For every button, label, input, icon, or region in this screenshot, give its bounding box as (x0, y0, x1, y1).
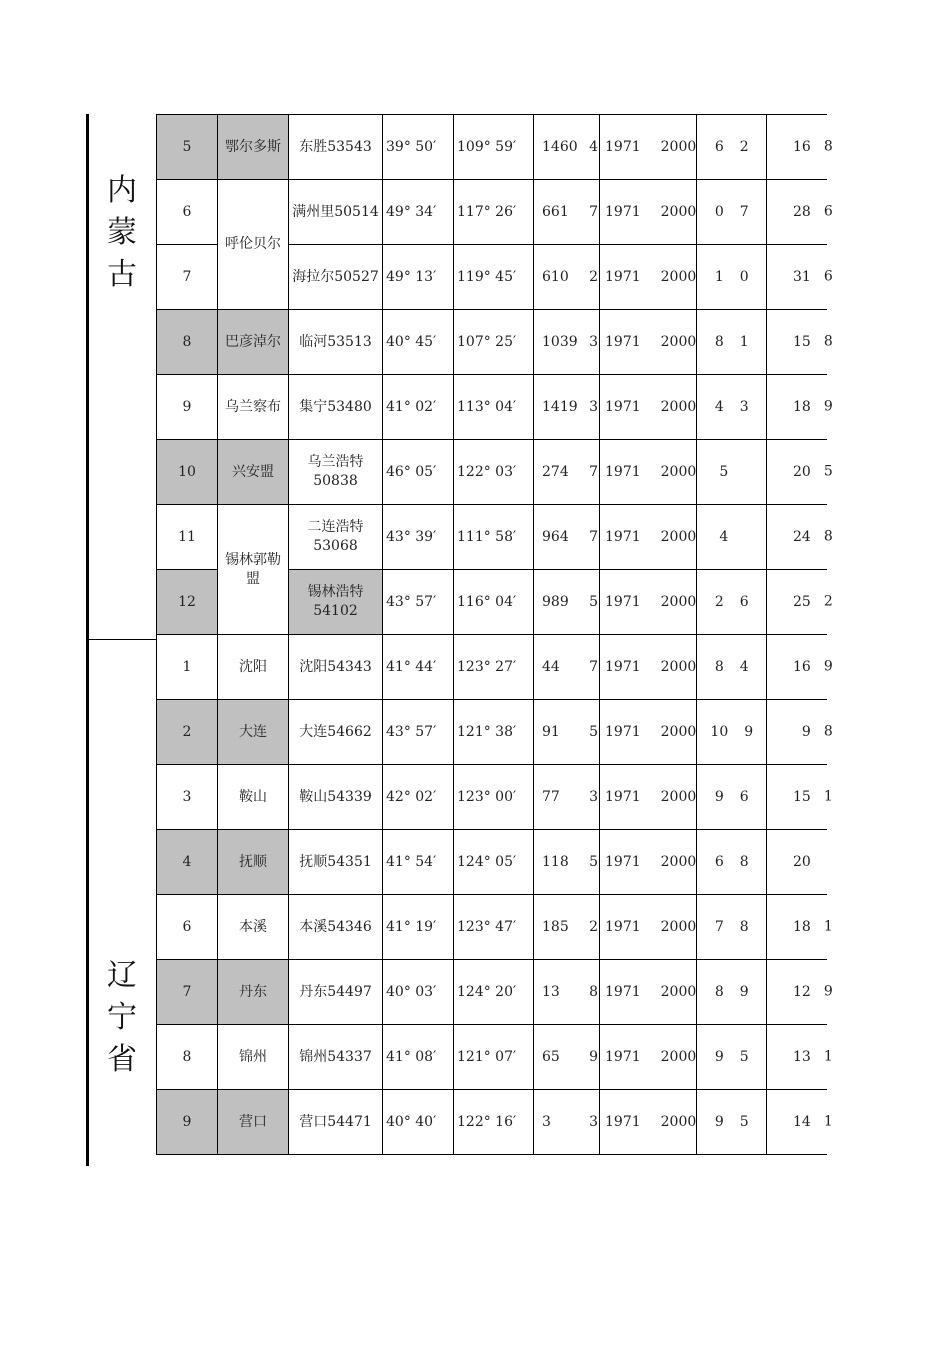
period-year: 2000 (660, 593, 697, 610)
value-cell (767, 765, 833, 830)
station-cell: 丹东54497 (289, 960, 383, 1025)
province-label-inner-mongolia (90, 170, 154, 296)
period-year: 2000 (660, 333, 697, 350)
elevation-part: 5 (589, 723, 598, 740)
region-cell: 抚顺 (218, 830, 289, 895)
table-row (157, 180, 827, 245)
table-row (157, 765, 827, 830)
region-cell: 兴安盟 (218, 440, 289, 505)
table-row (157, 635, 827, 700)
station-cell: 满州里50514 (289, 180, 383, 245)
elevation-part: 989 (542, 593, 569, 610)
elevation-cell (534, 115, 600, 180)
elevation-part: 65 (542, 1048, 560, 1065)
station-cell (289, 570, 383, 635)
elevation-part: 118 (542, 853, 569, 870)
value-part: 7 (714, 918, 724, 935)
value-main: 20 (792, 463, 811, 480)
value-cell (767, 635, 833, 700)
latitude-cell: 41° 08′ (383, 1025, 454, 1090)
region-cell: 鄂尔多斯 (218, 115, 289, 180)
elevation-part: 3 (589, 788, 598, 805)
value-part: 1 (739, 333, 749, 350)
region-cell: 巴彦淖尔 (218, 310, 289, 375)
elevation-part: 77 (542, 788, 560, 805)
elevation-part: 661 (542, 203, 569, 220)
row-number: 9 (157, 375, 218, 440)
value-part: 3 (739, 398, 749, 415)
elevation-part: 3 (589, 1113, 598, 1130)
value-part: 5 (719, 463, 729, 480)
latitude-cell: 40° 45′ (383, 310, 454, 375)
period-year: 2000 (660, 918, 697, 935)
value-cell (767, 1025, 833, 1090)
elevation-cell (534, 570, 600, 635)
period-year: 2000 (660, 983, 697, 1000)
period-year: 1971 (605, 203, 641, 220)
value-pair-cell (697, 440, 767, 505)
elevation-part: 1039 (542, 333, 578, 350)
row-number: 7 (157, 960, 218, 1025)
elevation-part: 1419 (542, 398, 578, 415)
clipped-value: 1 (823, 918, 833, 935)
longitude-cell: 117° 26′ (454, 180, 534, 245)
value-part: 1 (714, 268, 724, 285)
value-cell (767, 960, 833, 1025)
table-row (157, 310, 827, 375)
value-part: 4 (714, 398, 724, 415)
longitude-cell: 107° 25′ (454, 310, 534, 375)
table-row (157, 505, 827, 570)
period-cell (600, 700, 697, 765)
period-year: 2000 (660, 138, 697, 155)
period-year: 1971 (605, 1048, 641, 1065)
elevation-cell (534, 895, 600, 960)
left-border (86, 114, 89, 1166)
region-cell: 乌兰察布 (218, 375, 289, 440)
row-number: 2 (157, 700, 218, 765)
table-row (157, 375, 827, 440)
longitude-cell: 111° 58′ (454, 505, 534, 570)
value-main: 18 (792, 398, 811, 415)
value-pair-cell (697, 635, 767, 700)
value-pair-cell (697, 375, 767, 440)
elevation-part: 5 (589, 593, 598, 610)
period-year: 1971 (605, 918, 641, 935)
elevation-part: 91 (542, 723, 560, 740)
latitude-cell: 41° 19′ (383, 895, 454, 960)
value-pair-cell (697, 310, 767, 375)
region-cell: 锦州 (218, 1025, 289, 1090)
value-part: 9 (714, 1048, 724, 1065)
period-year: 1971 (605, 658, 641, 675)
period-year: 1971 (605, 853, 641, 870)
station-cell: 营口54471 (289, 1090, 383, 1155)
value-part: 9 (739, 983, 749, 1000)
clipped-value: 9 (823, 658, 833, 675)
elevation-part: 2 (589, 268, 598, 285)
elevation-part: 9 (589, 1048, 598, 1065)
value-part: 4 (719, 528, 729, 545)
elevation-cell (534, 440, 600, 505)
elevation-part: 7 (589, 528, 598, 545)
period-year: 2000 (660, 658, 697, 675)
station-cell (289, 440, 383, 505)
value-main: 15 (792, 333, 811, 350)
value-pair-cell (697, 570, 767, 635)
region-cell: 大连 (218, 700, 289, 765)
period-cell (600, 895, 697, 960)
period-cell (600, 1090, 697, 1155)
station-cell: 临河53513 (289, 310, 383, 375)
elevation-part: 7 (589, 203, 598, 220)
value-main: 16 (792, 658, 811, 675)
value-pair-cell (697, 180, 767, 245)
period-year: 1971 (605, 463, 641, 480)
period-cell (600, 830, 697, 895)
station-cell (289, 505, 383, 570)
table-row (157, 115, 827, 180)
row-number: 12 (157, 570, 218, 635)
elevation-part: 3 (542, 1113, 551, 1130)
value-part: 4 (739, 658, 749, 675)
latitude-cell: 40° 03′ (383, 960, 454, 1025)
latitude-cell: 41° 02′ (383, 375, 454, 440)
region-cell: 营口 (218, 1090, 289, 1155)
elevation-cell (534, 310, 600, 375)
longitude-cell: 123° 47′ (454, 895, 534, 960)
clipped-value: 8 (823, 528, 833, 545)
province-char: 宁 (107, 1000, 137, 1035)
station-cell: 集宁53480 (289, 375, 383, 440)
clipped-value: 8 (823, 333, 833, 350)
period-year: 2000 (660, 723, 697, 740)
elevation-cell (534, 635, 600, 700)
value-cell (767, 115, 833, 180)
station-cell: 锦州54337 (289, 1025, 383, 1090)
value-pair-cell (697, 830, 767, 895)
station-cell: 鞍山54339 (289, 765, 383, 830)
value-part: 2 (739, 138, 749, 155)
elevation-cell (534, 245, 600, 310)
longitude-cell: 123° 00′ (454, 765, 534, 830)
longitude-cell: 121° 07′ (454, 1025, 534, 1090)
elevation-cell (534, 765, 600, 830)
longitude-cell: 121° 38′ (454, 700, 534, 765)
period-year: 2000 (660, 1048, 697, 1065)
value-main: 25 (792, 593, 811, 610)
value-cell (767, 830, 827, 895)
value-part: 0 (739, 268, 749, 285)
row-number: 1 (157, 635, 218, 700)
row-number: 7 (157, 245, 218, 310)
value-pair-cell (697, 115, 767, 180)
clipped-value: 6 (823, 268, 833, 285)
table-row (157, 1025, 827, 1090)
table-row (157, 700, 827, 765)
longitude-cell: 123° 27′ (454, 635, 534, 700)
value-cell (767, 895, 833, 960)
value-main: 16 (792, 138, 811, 155)
elevation-part: 1460 (542, 138, 578, 155)
longitude-cell: 124° 05′ (454, 830, 534, 895)
elevation-part: 3 (589, 333, 598, 350)
elevation-part: 274 (542, 463, 569, 480)
clipped-value: 8 (823, 138, 833, 155)
elevation-cell (534, 1090, 600, 1155)
period-year: 2000 (660, 268, 697, 285)
value-cell (767, 505, 833, 570)
clipped-value: 1 (823, 1113, 833, 1130)
clipped-value: 1 (823, 1048, 833, 1065)
region-cell: 呼伦贝尔 (218, 180, 289, 310)
elevation-part: 8 (589, 983, 598, 1000)
station-name: 乌兰浩特 (307, 454, 364, 470)
longitude-cell: 124° 20′ (454, 960, 534, 1025)
period-cell (600, 1025, 697, 1090)
period-year: 2000 (660, 1113, 697, 1130)
value-part: 6 (739, 788, 749, 805)
station-cell: 本溪54346 (289, 895, 383, 960)
station-name: 锡林浩特 (307, 584, 364, 600)
station-id: 53068 (313, 538, 358, 554)
period-year: 1971 (605, 138, 641, 155)
latitude-cell: 43° 57′ (383, 700, 454, 765)
row-number: 6 (157, 895, 218, 960)
period-cell (600, 505, 697, 570)
clipped-value: 1 (823, 788, 833, 805)
latitude-cell: 42° 02′ (383, 765, 454, 830)
latitude-cell: 41° 54′ (383, 830, 454, 895)
value-cell (767, 1090, 833, 1155)
period-year: 2000 (660, 853, 697, 870)
value-main: 15 (792, 788, 811, 805)
period-year: 1971 (605, 268, 641, 285)
value-part: 6 (714, 138, 724, 155)
value-part: 8 (739, 918, 749, 935)
period-year: 2000 (660, 203, 697, 220)
period-cell (600, 115, 697, 180)
table-row (157, 440, 827, 505)
elevation-cell (534, 700, 600, 765)
value-part: 8 (739, 853, 749, 870)
latitude-cell: 43° 39′ (383, 505, 454, 570)
station-name: 二连浩特 (307, 519, 364, 535)
period-year: 1971 (605, 1113, 641, 1130)
value-cell (767, 570, 833, 635)
clipped-value: 9 (823, 398, 833, 415)
longitude-cell: 122° 03′ (454, 440, 534, 505)
value-pair-cell (697, 245, 767, 310)
elevation-cell (534, 505, 600, 570)
latitude-cell: 46° 05′ (383, 440, 454, 505)
longitude-cell: 122° 16′ (454, 1090, 534, 1155)
elevation-part: 44 (542, 658, 560, 675)
table-row (157, 895, 827, 960)
value-part: 8 (714, 658, 724, 675)
row-number: 3 (157, 765, 218, 830)
period-cell (600, 440, 697, 505)
elevation-part: 5 (589, 853, 598, 870)
period-year: 2000 (660, 528, 697, 545)
latitude-cell: 39° 50′ (383, 115, 454, 180)
elevation-cell (534, 180, 600, 245)
clipped-value: 5 (823, 463, 833, 480)
period-year: 1971 (605, 398, 641, 415)
value-main: 20 (792, 853, 811, 870)
station-cell: 大连54662 (289, 700, 383, 765)
elevation-part: 7 (589, 463, 598, 480)
value-part: 10 (710, 723, 729, 740)
period-year: 1971 (605, 983, 641, 1000)
region-cell: 本溪 (218, 895, 289, 960)
value-pair-cell (697, 765, 767, 830)
value-main: 13 (792, 1048, 811, 1065)
value-part: 8 (714, 333, 724, 350)
latitude-cell: 40° 40′ (383, 1090, 454, 1155)
station-cell: 海拉尔50527 (289, 245, 383, 310)
period-cell (600, 375, 697, 440)
latitude-cell: 41° 44′ (383, 635, 454, 700)
value-cell (767, 180, 833, 245)
elevation-part: 7 (589, 658, 598, 675)
longitude-cell: 116° 04′ (454, 570, 534, 635)
period-year: 1971 (605, 528, 641, 545)
latitude-cell: 49° 13′ (383, 245, 454, 310)
region-cell: 锡林郭勒盟 (218, 505, 289, 635)
elevation-part: 610 (542, 268, 569, 285)
value-part: 2 (714, 593, 724, 610)
region-cell: 沈阳 (218, 635, 289, 700)
value-cell (767, 440, 833, 505)
value-main: 9 (801, 723, 811, 740)
province-label-liaoning (90, 955, 154, 1081)
row-number: 6 (157, 180, 218, 245)
value-part: 7 (739, 203, 749, 220)
station-table (156, 114, 833, 1155)
value-part: 6 (739, 593, 749, 610)
value-main: 14 (792, 1113, 811, 1130)
value-main: 24 (792, 528, 811, 545)
row-number: 8 (157, 310, 218, 375)
station-cell: 沈阳54343 (289, 635, 383, 700)
value-part: 9 (714, 788, 724, 805)
longitude-cell: 113° 04′ (454, 375, 534, 440)
elevation-part: 13 (542, 983, 560, 1000)
province-divider (89, 639, 156, 640)
value-part: 5 (739, 1113, 749, 1130)
region-cell: 丹东 (218, 960, 289, 1025)
value-main: 12 (792, 983, 811, 1000)
period-year: 2000 (660, 463, 697, 480)
value-part: 0 (714, 203, 724, 220)
period-year: 1971 (605, 593, 641, 610)
province-char: 古 (107, 257, 137, 292)
elevation-cell (534, 830, 600, 895)
elevation-part: 185 (542, 918, 569, 935)
period-cell (600, 635, 697, 700)
period-cell (600, 570, 697, 635)
latitude-cell: 43° 57′ (383, 570, 454, 635)
value-part: 8 (714, 983, 724, 1000)
station-cell: 抚顺54351 (289, 830, 383, 895)
longitude-cell: 119° 45′ (454, 245, 534, 310)
clipped-value: 6 (823, 203, 833, 220)
value-pair-cell (697, 1025, 767, 1090)
value-pair-cell (697, 700, 767, 765)
value-part: 6 (714, 853, 724, 870)
province-char: 蒙 (107, 215, 137, 250)
row-number: 10 (157, 440, 218, 505)
clipped-value: 8 (823, 723, 833, 740)
value-pair-cell (697, 1090, 767, 1155)
period-year: 1971 (605, 788, 641, 805)
value-cell (767, 310, 833, 375)
row-number: 9 (157, 1090, 218, 1155)
station-id: 54102 (313, 603, 358, 619)
value-main: 31 (792, 268, 811, 285)
table-row (157, 960, 827, 1025)
province-char: 内 (107, 173, 137, 208)
period-cell (600, 245, 697, 310)
elevation-part: 4 (589, 138, 598, 155)
value-pair-cell (697, 505, 767, 570)
table-row (157, 1090, 827, 1155)
elevation-cell (534, 1025, 600, 1090)
period-year: 1971 (605, 333, 641, 350)
value-cell (767, 700, 833, 765)
station-cell: 东胜53543 (289, 115, 383, 180)
value-main: 18 (792, 918, 811, 935)
province-char: 省 (107, 1042, 137, 1077)
value-pair-cell (697, 960, 767, 1025)
elevation-part: 2 (589, 918, 598, 935)
row-number: 8 (157, 1025, 218, 1090)
table-row (157, 830, 827, 895)
row-number: 5 (157, 115, 218, 180)
value-cell (767, 375, 833, 440)
elevation-part: 3 (589, 398, 598, 415)
longitude-cell: 109° 59′ (454, 115, 534, 180)
period-cell (600, 765, 697, 830)
period-year: 2000 (660, 788, 697, 805)
elevation-cell (534, 960, 600, 1025)
province-char: 辽 (107, 958, 137, 993)
value-part: 5 (739, 1048, 749, 1065)
period-year: 2000 (660, 398, 697, 415)
elevation-part: 964 (542, 528, 569, 545)
value-part: 9 (744, 723, 754, 740)
clipped-value: 9 (823, 983, 833, 1000)
latitude-cell: 49° 34′ (383, 180, 454, 245)
period-year: 1971 (605, 723, 641, 740)
region-cell: 鞍山 (218, 765, 289, 830)
elevation-cell (534, 375, 600, 440)
period-cell (600, 960, 697, 1025)
row-number: 11 (157, 505, 218, 570)
clipped-value: 2 (823, 593, 833, 610)
value-pair-cell (697, 895, 767, 960)
period-cell (600, 310, 697, 375)
station-id: 50838 (313, 473, 358, 489)
value-cell (767, 245, 833, 310)
value-main: 28 (792, 203, 811, 220)
value-part: 9 (714, 1113, 724, 1130)
period-cell (600, 180, 697, 245)
row-number: 4 (157, 830, 218, 895)
